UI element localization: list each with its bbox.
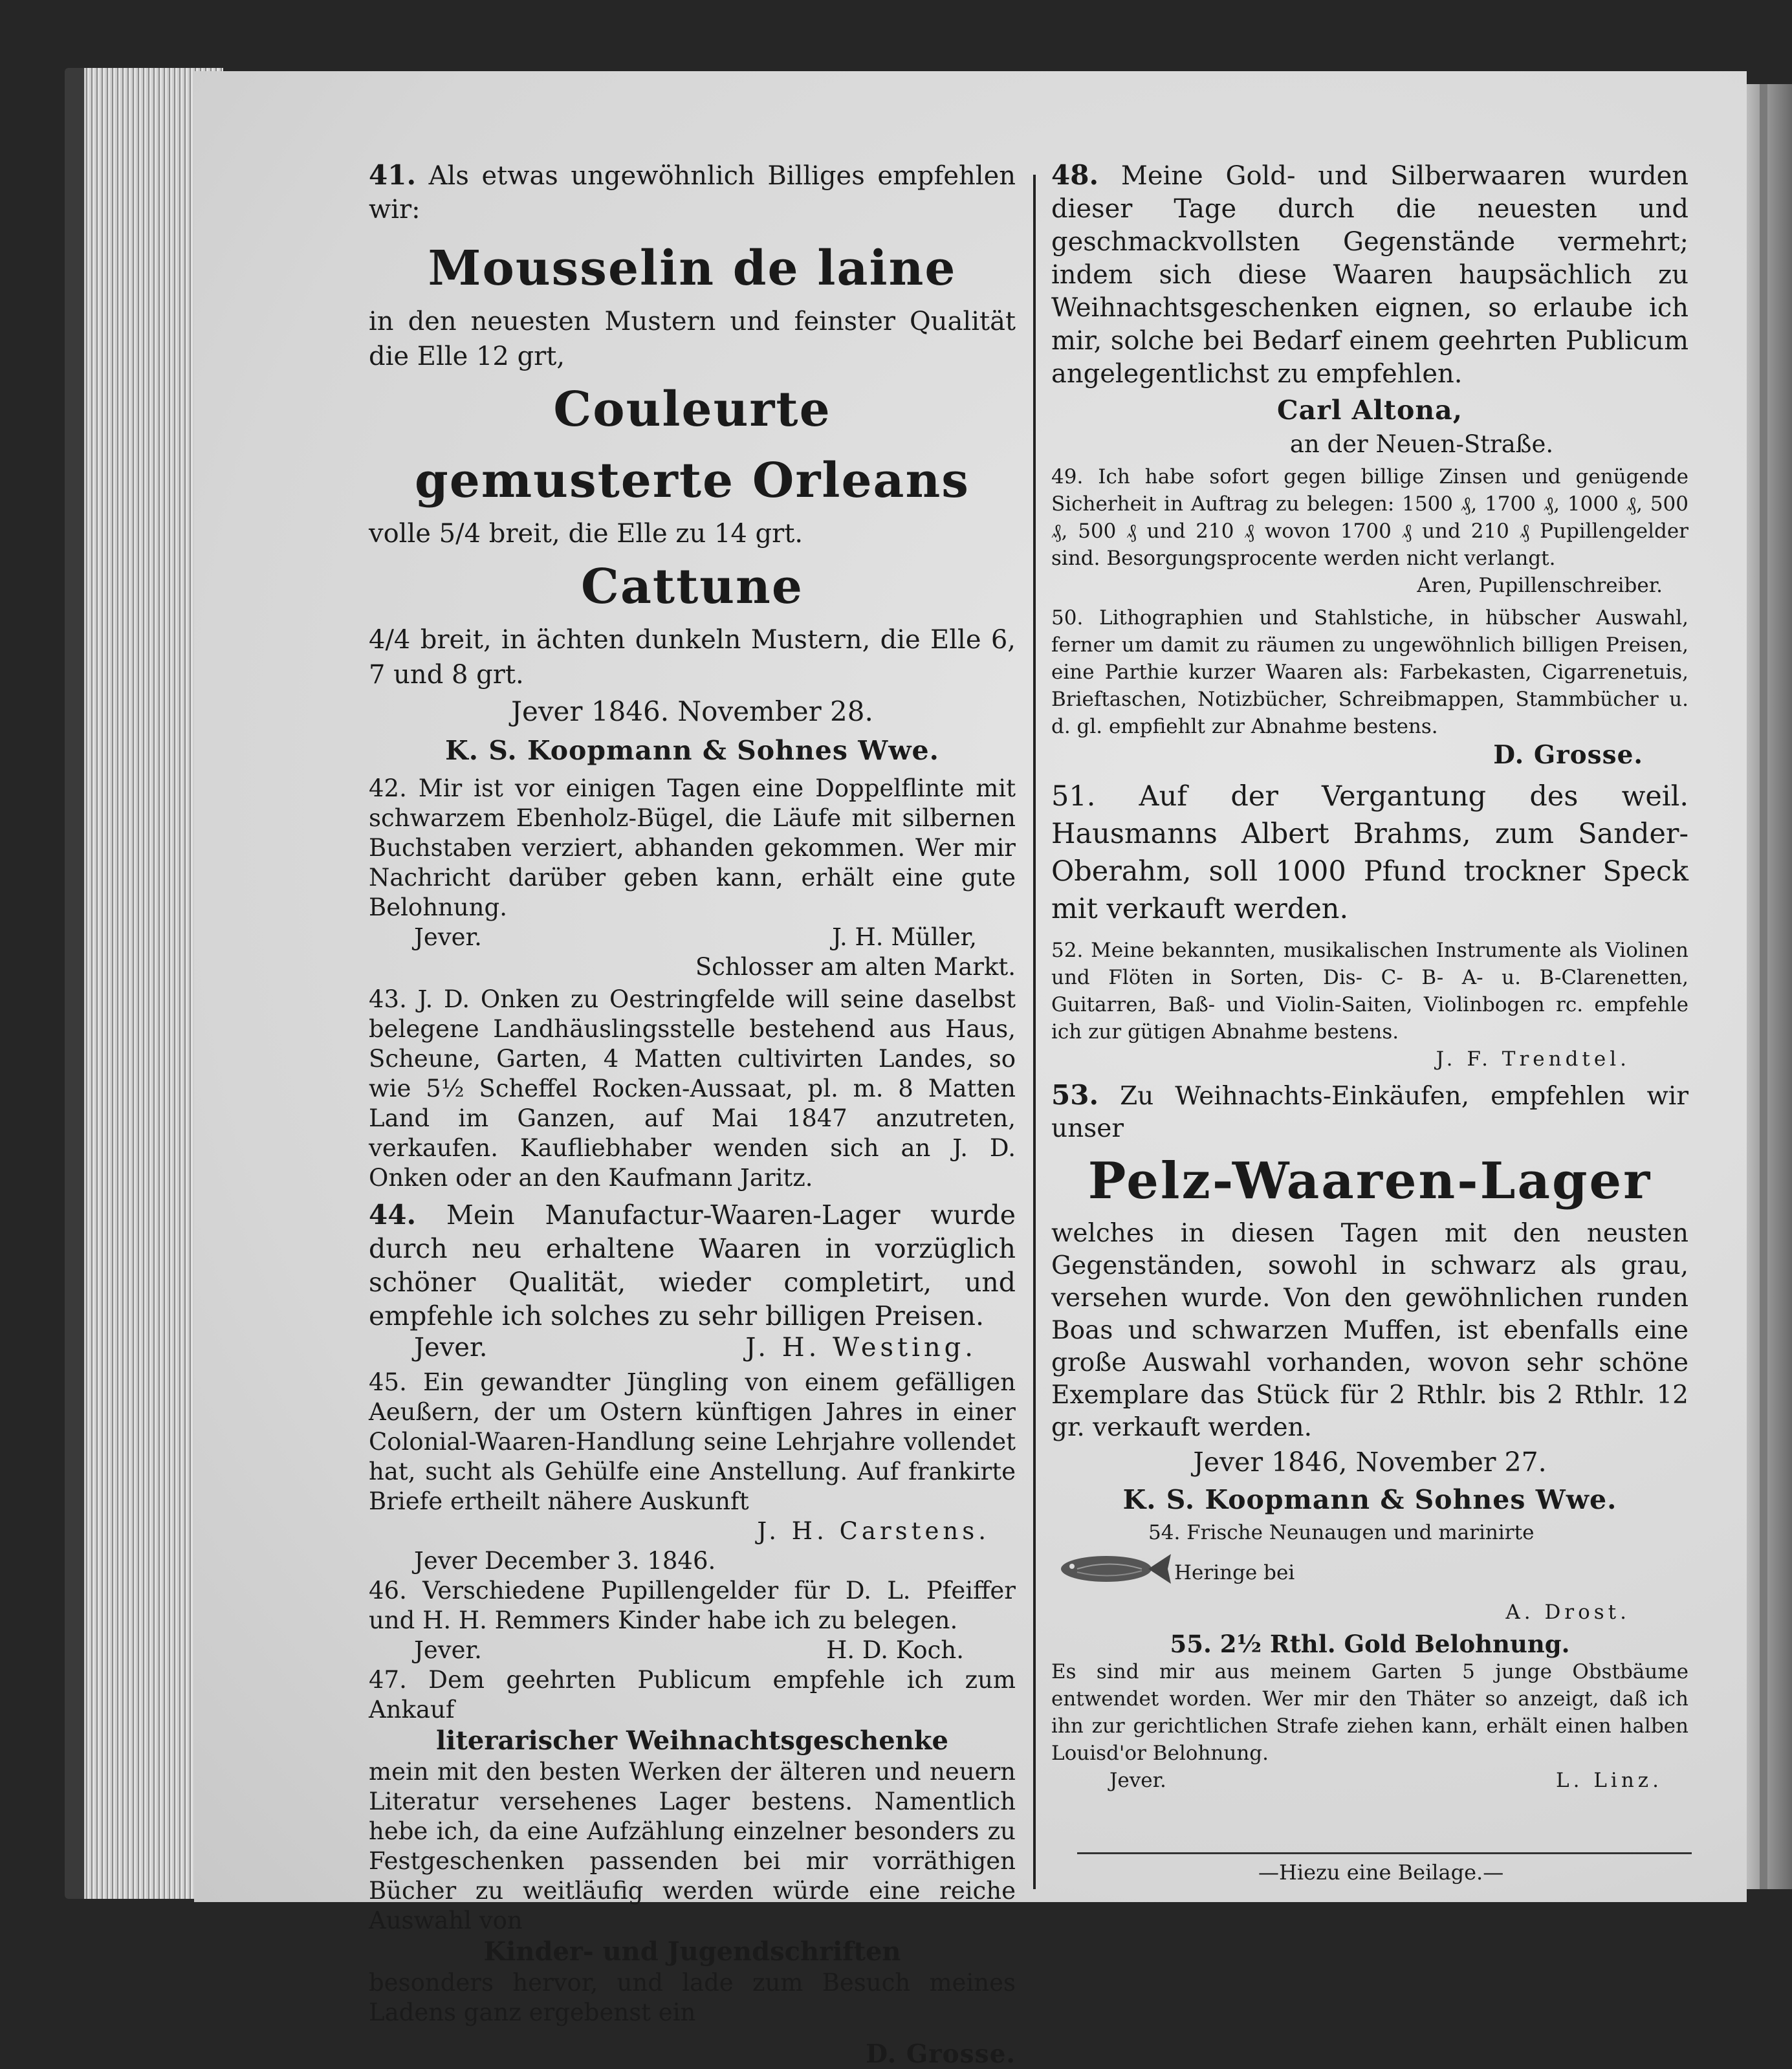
page-edge	[1747, 84, 1792, 1889]
ad-text: welches in diesen Tagen mit den neusten Gegenständen, sowohl in schwarz als grau, versehen wurde. Von den gewöhnlichen runden Boas und schwarzen Muffen, ist ebenfalls eine große Auswahl vorhanden, wovon sehr schöne Exemplare das Stück für 2 Rthlr. bis 2 Rthlr. 12 gr. verkauft werden.	[1051, 1219, 1688, 1442]
ad-number: 48.	[1051, 159, 1099, 191]
column-divider	[1033, 175, 1036, 1889]
ad-53	[1051, 1079, 1688, 1519]
headline-couleurte: Couleurte	[553, 382, 831, 437]
ad-signature-line2: an der Neuen-Straße.	[1289, 430, 1554, 458]
right-column	[1051, 159, 1688, 1794]
bottom-rule	[1077, 1852, 1692, 1854]
ad-signature: D. Grosse.	[1493, 740, 1643, 770]
supplement-note: —Hiezu eine Beilage.—	[1258, 1860, 1504, 1885]
ad-signature: A. Drost.	[1505, 1601, 1630, 1624]
ad-bold-heading: 55. 2½ Rthl. Gold Belohnung.	[1170, 1630, 1570, 1658]
ad-place: Jever.	[1109, 1769, 1166, 1792]
ad-54	[1051, 1519, 1688, 1626]
ad-49	[1051, 463, 1688, 599]
headline-mousselin: Mousselin de laine	[428, 241, 957, 296]
ad-number: 41.	[369, 159, 417, 191]
ad-date: Jever 1846. November 28.	[511, 695, 873, 727]
ad-43	[369, 985, 1016, 1193]
ad-text: Meine Gold- und Silberwaaren wurden dieser Tage durch die neuesten und geschmackvollsten Gegenstände vermehrt; indem sich diese Waaren haupsächlich zu Weihnachtsgeschenken eignen, so erlaube ich mir, solche bei Bedarf einem geehrten Publicum angelegentlichst zu empfehlen.	[1051, 161, 1689, 389]
ad-signature-line2: Schlosser am alten Markt.	[695, 953, 1016, 981]
ad-text: in den neuesten Mustern und feinster Qualität die Elle 12 grt,	[369, 307, 1016, 371]
ad-signature: J. H. Westing.	[745, 1333, 977, 1363]
ad-text: besonders hervor, und lade zum Besuch meines Ladens ganz ergebenst ein	[369, 1969, 1016, 2026]
ad-number: 53.	[1051, 1079, 1099, 1111]
firm-signature: K. S. Koopmann & Sohnes Wwe.	[445, 735, 939, 766]
ad-text: 43. J. D. Onken zu Oestringfelde will seine daselbst belegene Landhäuslingsstelle bestehend aus Haus, Scheune, Garten, 4 Matten cultivirten Landes, so wie 5½ Scheffel Rocken-Aussaat, pl. m. 8 Matten Land im Ganzen, auf Mai 1847 anzutreten, verkaufen. Kaufliebhaber wenden sich an J. D. Onken oder an den Kaufmann Jaritz.	[369, 985, 1016, 1192]
ad-signature: J. H. Carstens.	[757, 1517, 990, 1545]
ad-41	[369, 159, 1016, 770]
page-gutter	[1760, 84, 1767, 1889]
ad-bold-heading: literarischer Weihnachtsgeschenke	[436, 1725, 948, 1756]
ad-signature: Carl Altona,	[1277, 395, 1463, 426]
ad-signature: H. D. Koch.	[826, 1636, 964, 1664]
ad-44	[369, 1198, 1016, 1363]
ad-text: 45. Ein gewandter Jüngling von einem gefälligen Aeußern, der um Ostern künftigen Jahres in einer Colonial-Waaren-Handlung seine Lehrjahre vollendet hat, sucht als Gehülfe eine Anstellung. Auf frankirte Briefe ertheilt nähere Auskunft	[369, 1368, 1016, 1515]
ad-text: Heringe bei	[1174, 1560, 1295, 1584]
ad-place: Jever.	[414, 1333, 488, 1363]
ad-46	[369, 1576, 1016, 1665]
ad-bold-heading: Kinder- und Jugendschriften	[483, 1936, 901, 1967]
ad-place: Jever.	[414, 1636, 482, 1664]
ad-42	[369, 774, 1016, 982]
ad-intro: Als etwas ungewöhnlich Billiges empfehlen wir:	[369, 161, 1016, 224]
fish-icon	[1051, 1546, 1174, 1599]
ad-text: 49. Ich habe sofort gegen billige Zinsen und genügende Sicherheit in Auftrag zu belegen: 1500 ₰, 1700 ₰, 1000 ₰, 500 ₰, 500 ₰ und 210 ₰ wovon 1700 ₰ und 210 ₰ Pupillengelder sind. Besorgungsprocente werden nicht verlangt.	[1051, 465, 1688, 570]
ad-signature: L. Linz.	[1556, 1769, 1663, 1792]
ad-55	[1051, 1630, 1688, 1794]
ad-48	[1051, 159, 1688, 459]
ad-signature: D. Grosse.	[866, 2039, 1016, 2069]
ad-text: 46. Verschiedene Pupillengelder für D. L. Pfeiffer und H. H. Remmers Kinder habe ich zu belegen.	[369, 1577, 1016, 1634]
ad-text: Es sind mir aus meinem Garten 5 junge Obstbäume entwendet worden. Wer mir den Thäter so anzeigt, daß ich ihn zur gerichtlichen Strafe ziehen kann, erhält einen halben Louisd'or Belohnung.	[1051, 1660, 1688, 1765]
ad-number: 44.	[369, 1199, 417, 1231]
headline-cattune: Cattune	[581, 559, 803, 615]
ad-signature: Aren, Pupillenschreiber.	[1417, 574, 1663, 597]
ad-signature: J. F. Trendtel.	[1436, 1047, 1630, 1071]
ad-intro: Zu Weihnachts-Einkäufen, empfehlen wir unser	[1051, 1082, 1688, 1143]
ad-text: 42. Mir ist vor einigen Tagen eine Doppelflinte mit schwarzem Ebenholz-Bügel, die Läufe mit silbernen Buchstaben verziert, abhanden gekommen. Wer mir Nachricht darüber geben kann, erhält eine gute Belohnung.	[369, 774, 1016, 921]
ad-text: 4/4 breit, in ächten dunkeln Mustern, die Elle 6, 7 und 8 grt.	[369, 625, 1016, 690]
ad-47	[369, 1665, 1016, 2069]
ad-date: Jever 1846, November 27.	[1193, 1447, 1547, 1478]
ad-text: volle 5/4 breit, die Elle zu 14 grt.	[369, 519, 803, 549]
left-column	[369, 159, 1016, 2069]
ad-date: Jever December 3. 1846.	[414, 1547, 716, 1575]
ad-text: 52. Meine bekannten, musikalischen Instrumente als Violinen und Flöten in Sorten, Dis- C- B- A- u. B-Clarenetten, Guitarren, Baß- und Violin-Saiten, Violinbogen rc. empfehle ich zur gütigen Abnahme bestens.	[1051, 939, 1688, 1044]
ad-52	[1051, 937, 1688, 1073]
ad-51	[1051, 778, 1688, 928]
ad-text: mein mit den besten Werken der älteren und neuern Literatur versehenes Lager bestens. Namentlich hebe ich, da eine Aufzählung einzelner besonders zu Festgeschenken passenden bei mir vorräthigen Bücher zu weitläufig werden würde eine reiche Auswahl von	[369, 1758, 1016, 1934]
ad-text: 50. Lithographien und Stahlstiche, in hübscher Auswahl, ferner um damit zu räumen zu ungewöhnlich billigen Preisen, eine Parthie kurzer Waaren als: Farbekasten, Cigarrenetuis, Brieftaschen, Notizbücher, Schreibmappen, Stammbücher u. d. gl. empfiehlt zur Abnahme bestens.	[1051, 606, 1688, 738]
headline-orleans: gemusterte Orleans	[415, 453, 970, 509]
ad-text: 51. Auf der Vergantung des weil. Hausmanns Albert Brahms, zum Sander-Oberahm, soll 1000 Pfund trockner Speck mit verkauft werden.	[1051, 780, 1688, 925]
ad-50	[1051, 604, 1688, 770]
ad-signature: J. H. Müller,	[832, 923, 977, 951]
ad-45	[369, 1368, 1016, 1576]
ad-text: 54. Frische Neunaugen und marinirte	[1148, 1521, 1535, 1544]
headline-pelz-waaren-lager: Pelz-Waaren-Lager	[1087, 1152, 1652, 1210]
firm-signature: K. S. Koopmann & Sohnes Wwe.	[1122, 1484, 1617, 1515]
ad-place: Jever.	[414, 923, 482, 951]
ad-text: 47. Dem geehrten Publicum empfehle ich zum Ankauf	[369, 1666, 1016, 1724]
ad-text: Mein Manufactur-Waaren-Lager wurde durch neu erhaltene Waaren in vorzüglich schöner Qualität, wieder completirt, und empfehle ich solches zu sehr billigen Preisen.	[369, 1199, 1016, 1331]
